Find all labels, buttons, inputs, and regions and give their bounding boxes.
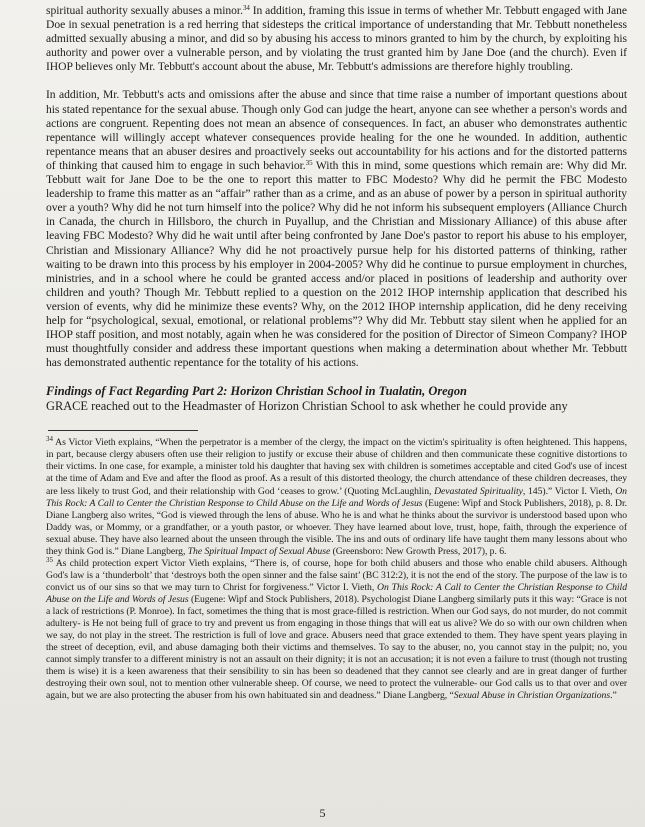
paragraph-text: With this in mind, some questions which remain are: Why did Mr. Tebbutt wait for Jane Doe to be the one to report this matter to FBC Modesto? Why did he permit the FBC Modesto leadership to frame this matter as an “affair” rather than as a crime, and as an abuse of power by a person in spiritual authority over a youth? Why did he not turn himself into the police? Why did he not inform his subsequent employers (Alliance Church in Canada, the church in Hillsboro, the church in Puyallup, and the Christian and Missionary Alliance) of this abuse after leaving FBC Modesto? Why did he wait until after being confronted by Jane Doe's pastor to report his abuse to his employer, Christian and Missionary Alliance? Why did he not proactively pursue help for his distorted patterns of thinking, rather waiting to be drawn into this process by his employer in 2004-2005? Why did he continue to pursue employment in churches, ministries, and in a school where he could be granted access and/or placed in positions of leadership and authority over children and youth? Though Mr. Tebbutt replied to a question on the 2012 IHOP internship application that described his version of events, why did he minimize these events? Why, on the 2012 IHOP internship application, did he deny receiving help for “psychological, sexual, emotional, or relational problems”? Why did Mr. Tebbutt stay silent when he applied for an IHOP staff position, and most notably, again when he was considered for the position of Director of Simeon Company? IHOP must thoughtfully consider and address these important questions when making a determination about whether Mr. Tebbutt has demonstrated authentic repentance for the totality of his actions. bbox=[46, 158, 627, 370]
footnote-text: .” bbox=[610, 690, 617, 702]
footnote-text: As Victor Vieth explains, “When the perpetrator is a member of the clergy, the impact on the victim's spirituality is often heightened. This happens, in part, because clergy abusers often use their religion to justify or excuse their abuse of children and then communicate these cognitive distortions to their victims. In one case, for example, a minister told his daughter that having sex with children is sometimes acceptable and cited God's use of incest at the time of Adam and Eve and after the flood as proof. As a result of this distorted theology, the church attendance of these children decreases, they are less likely to trust God, and their relationship with God ‘ceases to grow.’ (Quoting McLaughlin, bbox=[46, 437, 627, 497]
footnote-reference: 34 bbox=[242, 4, 250, 12]
page-number: 5 bbox=[319, 806, 326, 820]
footnote-text: , 145).” Victor I. Vieth, bbox=[522, 485, 616, 497]
footnote-number: 34 bbox=[46, 435, 53, 444]
footnote bbox=[46, 437, 627, 557]
footnote-divider bbox=[48, 430, 198, 431]
footnote-text: (Greensboro: New Growth Press, 2017), p. 6. bbox=[330, 545, 507, 557]
citation-title: The Spiritual Impact of Sexual Abuse bbox=[187, 545, 331, 557]
paragraph-text: spiritual authority sexually abuses a minor. bbox=[46, 4, 243, 17]
paragraph bbox=[46, 4, 627, 74]
footnote-text: (Eugene: Wipf and Stock Publishers, 2018). Psychologist Diane Langberg similarly puts it this way: “Grace is not a lack of restrictions (P. Monroe). In fact, sometimes the thing that is most grace-filled is restriction. When our God says, do not murder, do not commit adultery- is He not being full of grace to try and prevent us from engaging in those things that will eat us alive? We do so with our own children when we say, do not play in the street. The restriction is full of love and grace. Abusers need that grace extended to them. They have spent years playing in the street of deception, evil, and abuse damaging both their victims and themselves. To say to the abuser, no, you cannot stay in the pulpit; no, you cannot simply transfer to a different ministry is not an assault on their dignity; it is not an accusation; it is not even a failure to trust (though not trusting them is wise) it is a keen awareness that their sensibility to sin has been so deadened that they cannot see clearly and are in great danger of further destroying their own soul, not to mention other vulnerable sheep. Of course, we need to protect the vulnerable- our God calls us to that over and over again, but we are also protecting the abuser from his own habituated sin and deadness.” Diane Langberg, “ bbox=[46, 593, 627, 702]
citation-title: On This Rock: A Call to Center the Christian Response to Child Abuse on the Life and Words of Jesus bbox=[46, 581, 627, 605]
footnote-text: (Eugene: Wipf and Stock Publishers, 2018), p. 8. Dr. Diane Langberg also writes, “God is viewed through the lens of abuse. Who he is and what he thinks about the survivor is understood based upon who Daddy was, or Mommy, or a grandfather, or a youth pastor, or whoever. They have learned about love, trust, hope, faith, through the experience of sexual abuse. They have also learned about the unseen through the visible. The ins and outs of ordinary life have taught them many lessons about who they think God is.” Diane Langberg, bbox=[46, 497, 627, 557]
paragraph-text: In addition, Mr. Tebbutt's acts and omissions after the abuse and since that time raise a number of important questions about his stated repentance for the sexual abuse. Though only God can judge the heart, anyone can see whether a person's words and actions are congruent. Repenting does not mean an absence of consequences. In fact, an abuser who demonstrates authentic repentance will willingly accept whatever consequences provide healing for the one he wounded. In addition, authentic repentance means that an abuser desires and proactively seeks out accountability for his actions and for the distorted patterns of thinking that caused him to engage in such behavior. bbox=[46, 88, 627, 172]
section-heading: Findings of Fact Regarding Part 2: Horizon Christian School in Tualatin, Oregon bbox=[46, 384, 467, 399]
citation-title: On This Rock: A Call to Center the Christian Response to Child Abuse on the Life and Words of Jesus bbox=[46, 485, 627, 509]
main-text bbox=[46, 4, 627, 370]
section-text: GRACE reached out to the Headmaster of Horizon Christian School to ask whether he could provide any bbox=[46, 399, 568, 414]
citation-title: Sexual Abuse in Christian Organizations bbox=[453, 690, 611, 702]
footnotes bbox=[46, 437, 627, 702]
paragraph-text: In addition, framing this issue in terms of whether Mr. Tebbutt engaged with Jane Doe in sexual penetration is a red herring that sidesteps the critical importance of understanding that Mr. Tebbutt nonetheless admitted sexually abusing a minor, and did so by abusing his access to minors granted to him by the church, by exploiting his authority and power over a vulnerable person, and by violating the trust granted him by Jane Doe (and the church). Even if IHOP believes only Mr. Tebbutt's account about the abuse, Mr. Tebbutt's admissions are therefore highly troubling. bbox=[46, 4, 627, 74]
citation-title: Devastated Spirituality bbox=[434, 485, 523, 497]
footnote-number: 35 bbox=[46, 555, 53, 564]
paragraph bbox=[46, 88, 627, 370]
footnote-text: As child protection expert Victor Vieth explains, “There is, of course, hope for both child abusers and those who enable child abusers. Although God's law is a ‘thunderbolt’ that ‘destroys both the open sinner and the false saint’ (BC 312:2), it is not the end of the story. The purpose of the law is to convict us of our sins so that we may turn to Christ for forgiveness.” Victor I. Vieth, bbox=[46, 557, 627, 593]
footnote bbox=[46, 555, 627, 703]
footnote-reference: 35 bbox=[305, 158, 313, 167]
